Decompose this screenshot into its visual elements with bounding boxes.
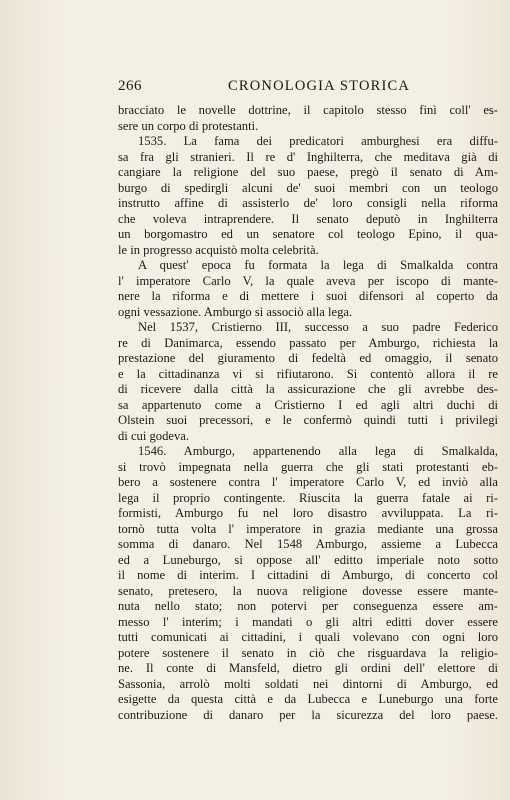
text-line: potere sostenere il senato in ciò che risguardava la religio- — [118, 645, 498, 660]
text-line: senato, pretesero, la nuova religione dovesse essere mante- — [118, 583, 498, 598]
page-header — [118, 78, 496, 98]
text-line: le in progresso acquistò molta celebrità. — [118, 242, 319, 257]
text-line: esigette da questa città e da Lubecca e Luneburgo una forte — [118, 692, 498, 706]
text-line: ne. Il conte di Mansfeld, dietro gli ordini dell' elettore di — [118, 661, 498, 675]
text-line: bracciato le novelle dottrine, il capitolo stesso finì coll' es- — [118, 103, 498, 117]
text-line: somma di danaro. Nel 1548 Amburgo, assieme a Lubecca — [118, 537, 498, 551]
text-line: nere la riforma e di mettere i suoi difensori al coperto da — [118, 289, 498, 303]
body-text — [118, 103, 498, 723]
text-line: un borgomastro ed un senatore col teologo Epino, il qua- — [118, 227, 498, 241]
text-line: sa appartenuto come a Cristierno I ed agli altri duchi di — [118, 397, 498, 412]
text-line: 1546. Amburgo, appartenendo alla lega di Smalkalda, — [138, 444, 498, 458]
text-line: e la cittadinanza vi si rifiutarono. Si contentò allora il re — [118, 366, 498, 381]
running-title: CRONOLOGIA STORICA — [228, 78, 411, 94]
text-line: sa fra gli stranieri. Il re d' Inghilterra, che meditava già di — [118, 149, 498, 164]
text-line: burgo di spedirgli alcuni de' suoi membri con un teologo — [118, 180, 498, 195]
text-line: instrutto affine di assisterlo de' loro consigli nella riforma — [118, 196, 498, 210]
text-line: nuta nello stato; non potervi per conseguenza essere am- — [118, 599, 498, 613]
text-line: l' imperatore Carlo V, la quale aveva per iscopo di mante- — [118, 273, 498, 288]
text-line: di ricevere dalla città la assicurazione che gli avrebbe des- — [118, 382, 498, 396]
text-line: Nel 1537, Cristierno III, successo a suo padre Federico — [138, 320, 498, 334]
text-line: A quest' epoca fu formata la lega di Smalkalda contra — [138, 258, 498, 272]
text-line: bero a sostenere contra l' imperatore Carlo V, ed inviò alla — [118, 475, 498, 489]
text-line: ed a Luneburgo, si oppose all' editto imperiale noto sotto — [118, 552, 498, 567]
text-line: contribuzione di danaro per la sicurezza del loro paese. — [118, 707, 498, 722]
page-number: 266 — [118, 78, 142, 94]
text-line: Olstein suoi precessori, e le confermò quindi tutti i privilegi — [118, 413, 498, 427]
text-line: Sassonia, arrolò molti soldati nei dintorni di Amburgo, ed — [118, 676, 498, 691]
text-line: formisti, Amburgo fu nel loro disastro avviluppata. La ri- — [118, 506, 498, 520]
text-line: prestazione del giuramento di fedeltà ed omaggio, il senato — [118, 351, 498, 365]
text-line: sere un corpo di protestanti. — [118, 118, 259, 133]
text-line: che voleva intraprendere. Il senato deputò in Inghilterra — [118, 211, 498, 226]
text-line: lega il proprio contingente. Riuscita la guerra fatale ai ri- — [118, 490, 498, 505]
text-line: messo l' interim; i mandati o gli altri editti dover essere — [118, 614, 498, 629]
text-line: 1535. La fama dei predicatori amburghesi era diffu- — [138, 134, 498, 148]
text-line: ogni vessazione. Amburgo si associò alla lega. — [118, 304, 353, 319]
text-line: tutti comunicati ai cittadini, i quali volevano con ogni loro — [118, 630, 498, 644]
text-line: di cui godeva. — [118, 428, 189, 443]
text-line: il nome di interim. I cittadini di Amburgo, di concerto col — [118, 568, 498, 582]
text-line: cangiare la religione del suo paese, pregò il senato di Am- — [118, 165, 498, 179]
text-line: si trovò impegnata nella guerra che gli stati protestanti eb- — [118, 459, 498, 474]
text-line: re di Danimarca, essendo passato per Amburgo, richiesta la — [118, 335, 498, 350]
text-line: tornò tutta volta l' imperatore in grazia mediante una grossa — [118, 521, 498, 536]
